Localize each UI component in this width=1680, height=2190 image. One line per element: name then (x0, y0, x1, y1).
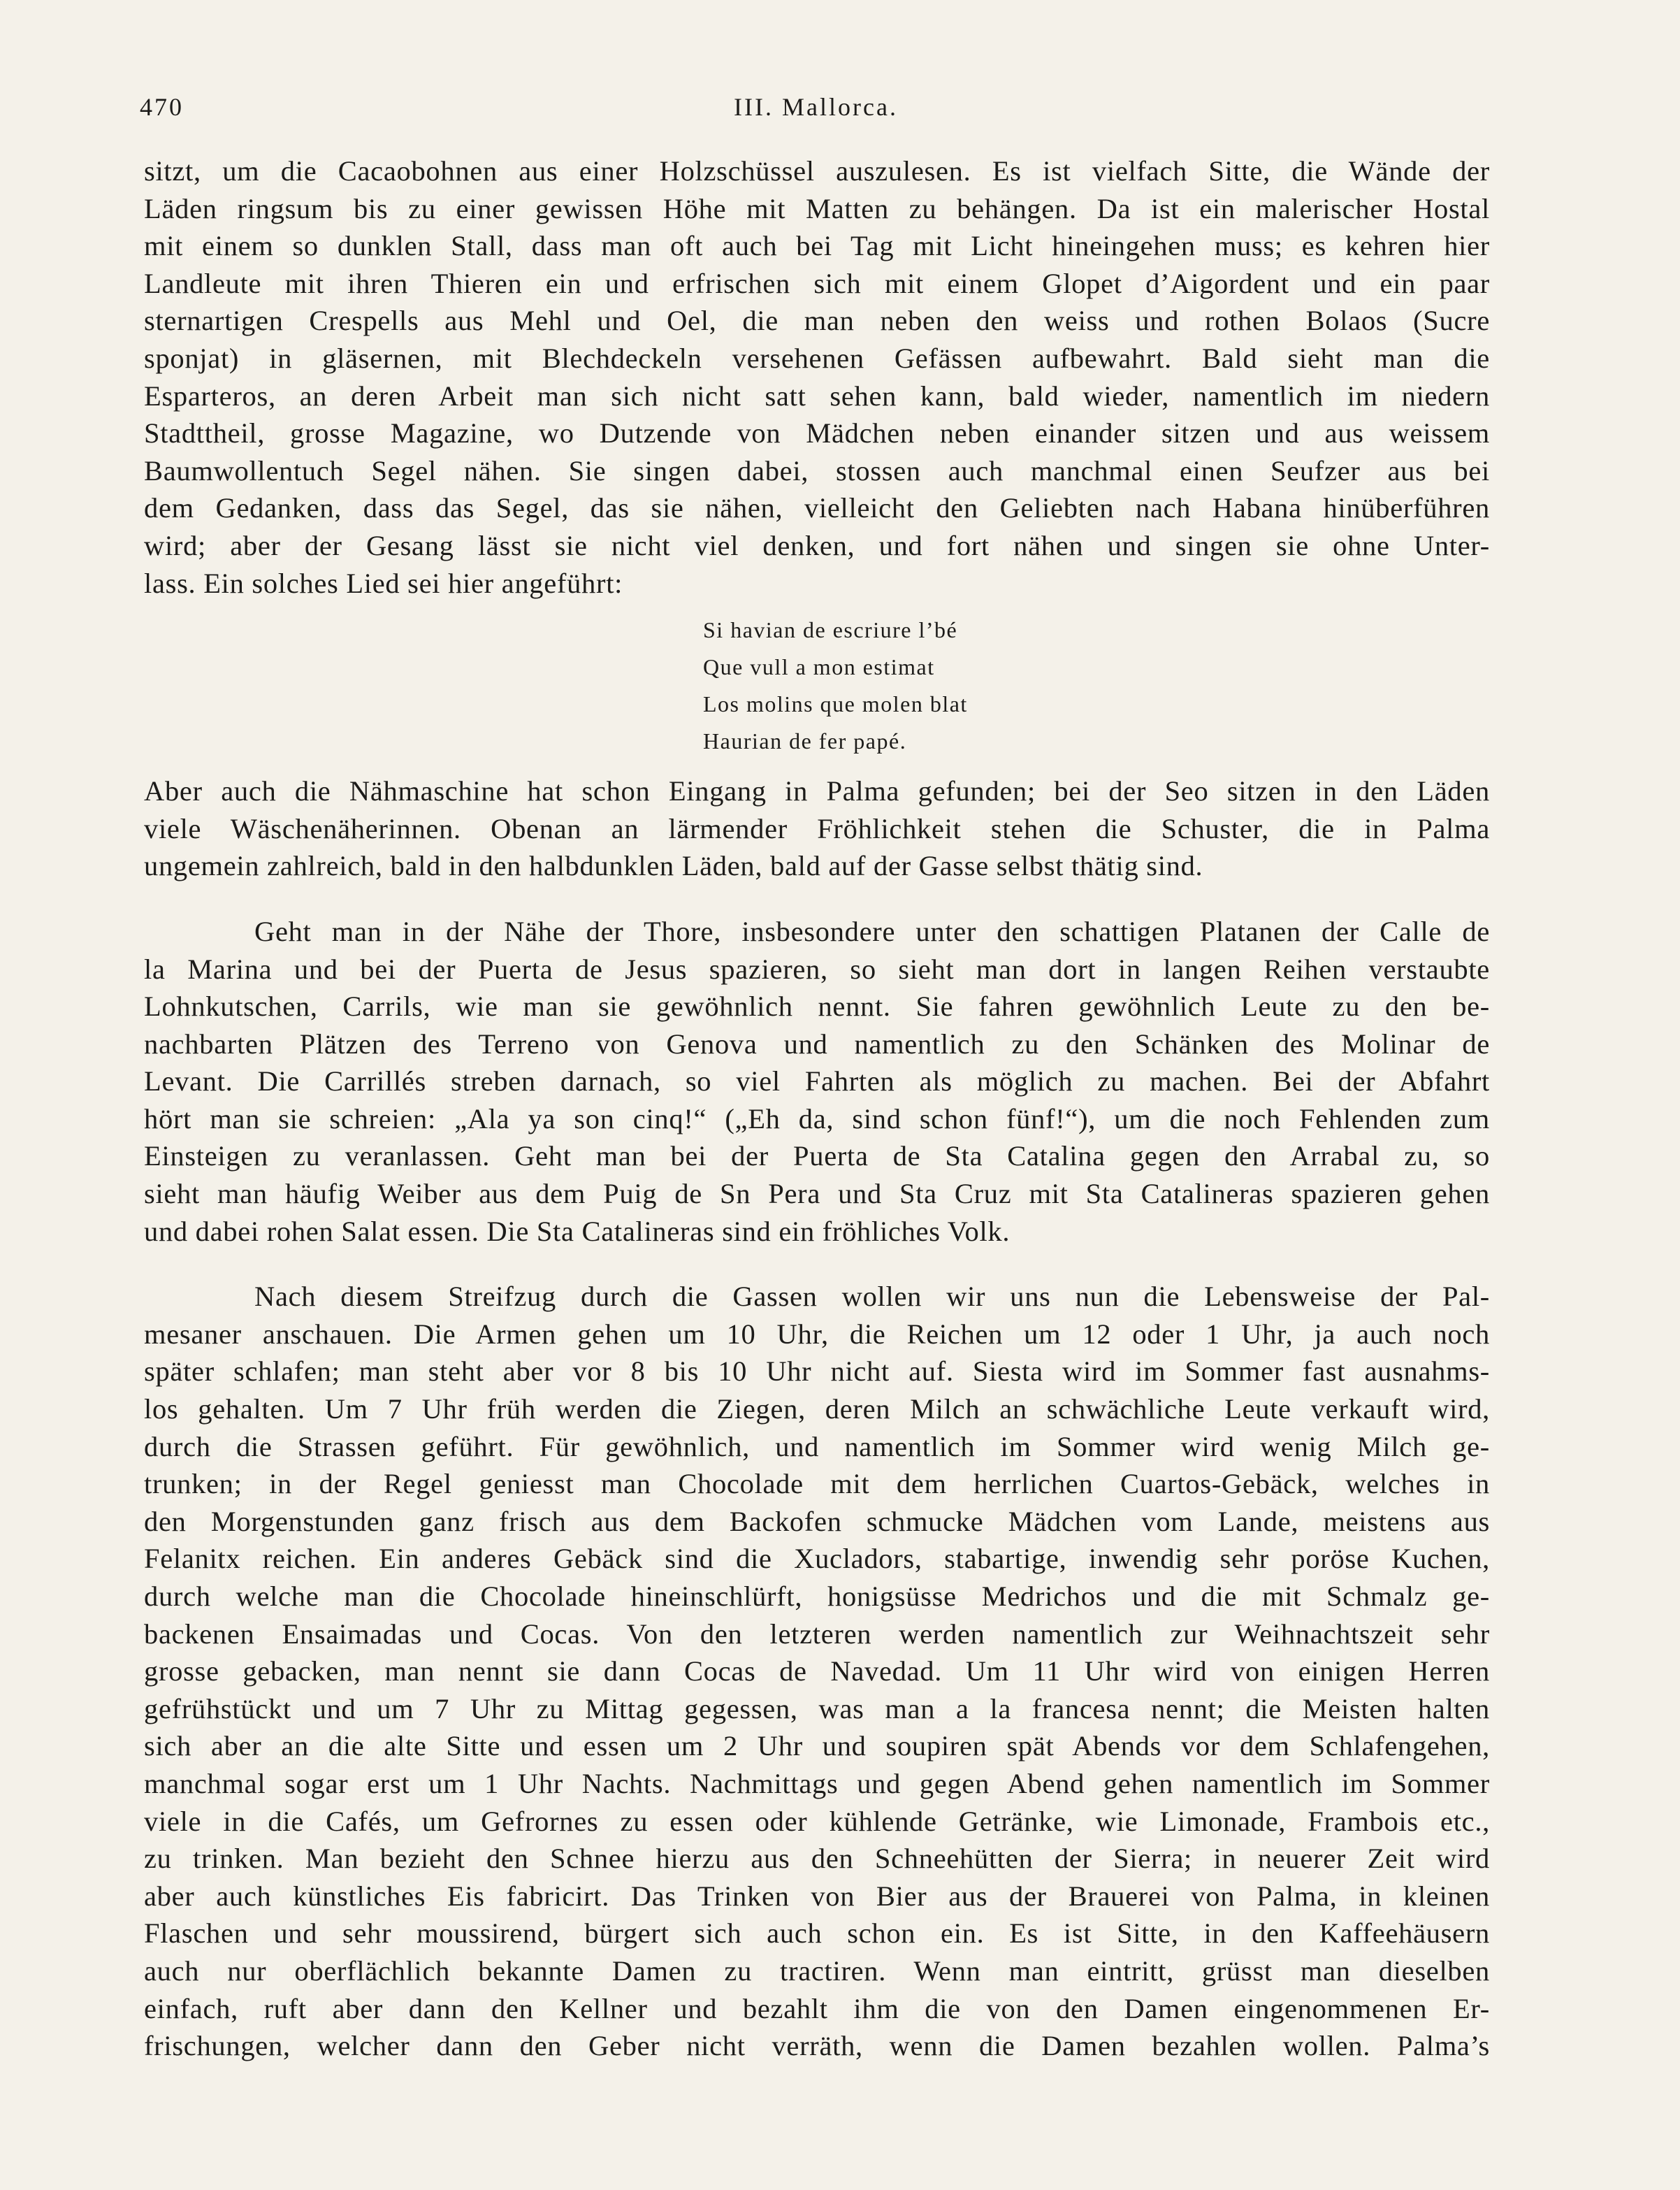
text-line: sponjat) in gläsernen, mit Blechdeckeln versehenen Gefässen aufbewahrt. Bald sieht man die (144, 342, 1490, 374)
text-line: Stadttheil, grosse Magazine, wo Dutzende von Mädchen neben einander sitzen und aus weissem (144, 417, 1490, 449)
text-line: mit einem so dunklen Stall, dass man oft auch bei Tag mit Licht hineingehen muss; es kehren hier (144, 230, 1490, 262)
text-line: Lohnkutschen, Carrils, wie man sie gewöhnlich nennt. Sie fahren gewöhnlich Leute zu den be- (144, 990, 1490, 1023)
poem-verse: Que vull a mon estimat (703, 654, 935, 680)
text-line: Esparteros, an deren Arbeit man sich nicht satt sehen kann, bald wieder, namentlich im niedern (144, 380, 1490, 412)
text-line: gefrühstückt und um 7 Uhr zu Mittag gegessen, was man a la francesa nennt; die Meisten halten (144, 1692, 1490, 1724)
page-number: 470 (140, 93, 184, 121)
text-line: Flaschen und sehr moussirend, bürgert sich auch schon ein. Es ist Sitte, in den Kaffeehäusern (144, 1917, 1490, 1950)
text-line: manchmal sogar erst um 1 Uhr Nachts. Nachmittags und gegen Abend gehen namentlich im Sommer (144, 1767, 1490, 1799)
text-line: lass. Ein solches Lied sei hier angeführt: (144, 567, 623, 599)
page-header (140, 92, 1492, 134)
text-line: hört man sie schreien: „Ala ya son cinq!“ („Eh da, sind schon fünf!“), um die noch Fehlenden zum (144, 1102, 1490, 1134)
paragraph-2 (144, 772, 1490, 885)
text-line: grosse gebacken, man nennt sie dann Cocas de Navedad. Um 11 Uhr wird von einigen Herren (144, 1655, 1490, 1687)
text-line: sitzt, um die Cacaobohnen aus einer Holzschüssel auszulesen. Es ist vielfach Sitte, die Wände der (144, 155, 1490, 187)
text-line: Nach diesem Streifzug durch die Gassen wollen wir uns nun die Lebensweise der Pal- (254, 1281, 1490, 1313)
poem-verse: Los molins que molen blat (703, 691, 968, 717)
text-line: später schlafen; man steht aber vor 8 bis 10 Uhr nicht auf. Siesta wird im Sommer fast ausnahms- (144, 1355, 1490, 1388)
text-line: Aber auch die Nähmaschine hat schon Eingang in Palma gefunden; bei der Seo sitzen in den Läden (144, 775, 1490, 807)
text-line: aber auch künstliches Eis fabricirt. Das Trinken von Bier aus der Brauerei von Palma, in kleinen (144, 1880, 1490, 1912)
text-line: los gehalten. Um 7 Uhr früh werden die Ziegen, deren Milch an schwächliche Leute verkauft wird, (144, 1393, 1490, 1425)
text-line: Läden ringsum bis zu einer gewissen Höhe mit Matten zu behängen. Da ist ein malerischer Hostal (144, 192, 1490, 224)
text-line: dem Gedanken, dass das Segel, das sie nähen, vielleicht den Geliebten nach Habana hinüberführen (144, 492, 1490, 524)
text-line: Geht man in der Nähe der Thore, insbesondere unter den schattigen Platanen der Calle de (254, 915, 1490, 947)
paragraph-3 (144, 913, 1490, 1250)
text-line: durch die Strassen geführt. Für gewöhnlich, und namentlich im Sommer wird wenig Milch ge- (144, 1430, 1490, 1462)
text-line: viele Wäschenäherinnen. Obenan an lärmender Fröhlichkeit stehen die Schuster, die in Palma (144, 812, 1490, 844)
text-line: ungemein zahlreich, bald in den halbdunklen Läden, bald auf der Gasse selbst thätig sind. (144, 850, 1203, 882)
text-line: Felanitx reichen. Ein anderes Gebäck sind die Xucladors, stabartige, inwendig sehr poröse Kuchen, (144, 1543, 1490, 1575)
text-line: durch welche man die Chocolade hineinschlürft, honigsüsse Medrichos und die mit Schmalz ge- (144, 1580, 1490, 1612)
text-line: la Marina und bei der Puerta de Jesus spazieren, so sieht man dort in langen Reihen verstaubte (144, 953, 1490, 985)
text-line: trunken; in der Regel geniesst man Chocolade mit dem herrlichen Cuartos-Gebäck, welches in (144, 1468, 1490, 1500)
text-line: einfach, ruft aber dann den Kellner und bezahlt ihm die von den Damen eingenommenen Er- (144, 1992, 1490, 2024)
text-line: und dabei rohen Salat essen. Die Sta Catalineras sind ein fröhliches Volk. (144, 1215, 1011, 1247)
poem (703, 612, 1490, 760)
text-line: Landleute mit ihren Thieren ein und erfrischen sich mit einem Glopet d’Aigordent und ein paar (144, 267, 1490, 299)
text-line: backenen Ensaimadas und Cocas. Von den letzteren werden namentlich zur Weihnachtszeit sehr (144, 1618, 1490, 1650)
text-line: auch nur oberflächlich bekannte Damen zu tractiren. Wenn man eintritt, grüsst man dieselben (144, 1954, 1490, 1987)
text-line: frischungen, welcher dann den Geber nicht verräth, wenn die Damen bezahlen wollen. Palma’s (144, 2030, 1490, 2062)
text-line: mesaner anschauen. Die Armen gehen um 10 Uhr, die Reichen um 12 oder 1 Uhr, ja auch noch (144, 1318, 1490, 1350)
body-text (144, 152, 1490, 2065)
poem-verse: Haurian de fer papé. (703, 728, 907, 754)
text-line: den Morgenstunden ganz frisch aus dem Backofen schmucke Mädchen vom Lande, meistens aus (144, 1505, 1490, 1537)
text-line: viele in die Cafés, um Gefrornes zu essen oder kühlende Getränke, wie Limonade, Frambois etc., (144, 1805, 1490, 1837)
text-line: sich aber an die alte Sitte und essen um 2 Uhr und soupiren spät Abends vor dem Schlafengehen, (144, 1730, 1490, 1762)
text-line: nachbarten Plätzen des Terreno von Genova und namentlich zu den Schänken des Molinar de (144, 1028, 1490, 1060)
text-line: wird; aber der Gesang lässt sie nicht viel denken, und fort nähen und singen sie ohne Unter- (144, 529, 1490, 561)
text-line: sieht man häufig Weiber aus dem Puig de Sn Pera und Sta Cruz mit Sta Catalineras spazieren gehen (144, 1178, 1490, 1210)
text-line: Levant. Die Carrillés streben darnach, so viel Fahrten als möglich zu machen. Bei der Abfahrt (144, 1065, 1490, 1097)
text-line: Baumwollentuch Segel nähen. Sie singen dabei, stossen auch manchmal einen Seufzer aus bei (144, 454, 1490, 487)
poem-verse: Si havian de escriure l’bé (703, 617, 958, 643)
running-head: III. Mallorca. (734, 93, 898, 121)
paragraph-4 (144, 1278, 1490, 2064)
text-line: Einsteigen zu veranlassen. Geht man bei der Puerta de Sta Catalina gegen den Arrabal zu, so (144, 1140, 1490, 1172)
paragraph-1 (144, 152, 1490, 602)
text-line: sternartigen Crespells aus Mehl und Oel, die man neben den weiss und rothen Bolaos (Sucre (144, 305, 1490, 337)
text-line: zu trinken. Man bezieht den Schnee hierzu aus den Schneehütten der Sierra; in neuerer Zeit wird (144, 1843, 1490, 1875)
